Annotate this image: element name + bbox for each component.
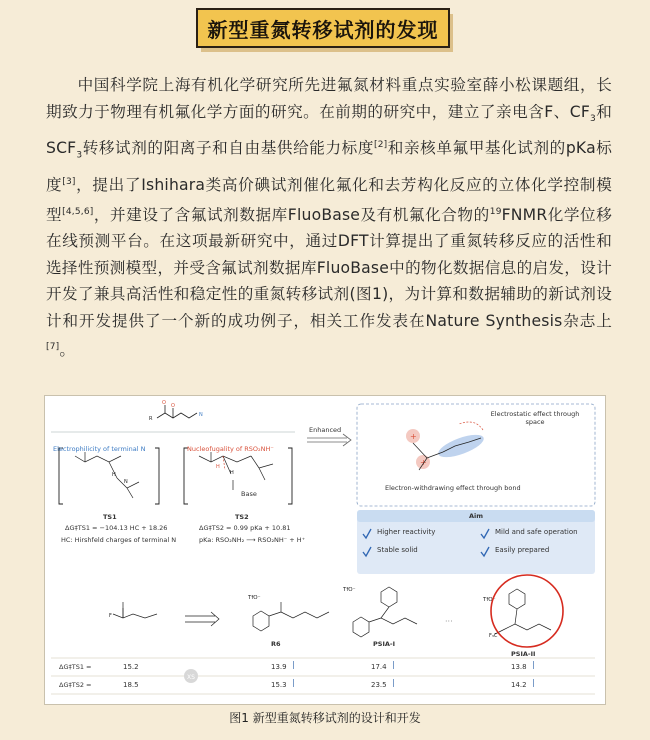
figure-caption: 图1 新型重氮转移试剂的设计和开发	[229, 711, 421, 725]
value-cell: 15.2	[123, 663, 139, 671]
value-cell: 18.5	[123, 681, 139, 689]
section-title	[196, 8, 454, 52]
cf3-label: F₃C	[489, 633, 498, 639]
electrostatic-label: Electrostatic effect through space	[490, 410, 580, 426]
value-cell: 13.9	[271, 663, 287, 671]
text-seg: 转移试剂的阳离子和自由基供给能力标度	[82, 139, 375, 158]
ref-mark: [3]	[62, 176, 76, 187]
ref-mark: [7]	[46, 342, 60, 353]
compound-structures	[113, 587, 551, 637]
ts1-structure	[75, 452, 139, 498]
ts1-equation: ΔG‡TS1 = −104.13 HC + 18.26	[65, 524, 168, 532]
text-seg: 。	[59, 341, 76, 360]
title-text: 新型重氮转移试剂的发现	[196, 8, 450, 48]
value-cell: 13.8	[511, 663, 527, 671]
ts1-label: TS1	[103, 513, 117, 521]
r-label: R	[149, 416, 153, 422]
tfo-label: TfO⁻	[248, 595, 261, 601]
value-cell: 14.2	[511, 681, 527, 689]
plus-sign: +	[420, 458, 427, 467]
superscript: 19	[489, 206, 502, 217]
ewg-label: Electron-withdrawing effect through bond	[385, 484, 521, 492]
row2-label: ΔG‡TS2 =	[59, 681, 92, 689]
text-seg: FNMR化学位移在线预测平台。在这项最新研究中，通过DFT计算提出了重氮转移反应的活性和选择性预测模型，并受含氟试剂数据库FluoBase中的物化数据信息的启发，设计开发了兼具高活性和稳定性的重氮转移试剂(图1)，为计算和数据辅助的新试剂设计和开发提供了一个新的成功例子，相关工作发表在Nature Synthesis杂志上	[46, 205, 612, 330]
highlight-circle	[491, 575, 563, 647]
h-label: H	[230, 470, 234, 476]
text-seg: 中国科学院上海有机化学研究所先进氟氮材料重点实验室薛小松课题组，长期致力于物理有机氟化学方面的研究。在前期的研究中，建立了亲电含F、CF	[46, 76, 612, 121]
value-cell: 23.5	[371, 681, 387, 689]
base-label: Base	[241, 490, 257, 498]
aim-item: Mild and safe operation	[495, 528, 578, 536]
ts2-equation: ΔG‡TS2 = 0.99 pKa + 10.81	[199, 524, 291, 532]
text-seg: 和亲核单氟甲基化试剂的pKa标度	[46, 139, 613, 195]
ref-mark: [2]	[374, 140, 388, 151]
down-arrows	[293, 661, 534, 687]
body-paragraph	[46, 72, 612, 364]
ts-brackets	[59, 448, 292, 504]
oxygen-label: O	[162, 400, 166, 406]
ts2-structure	[199, 452, 273, 490]
oxygen-label: O	[171, 403, 175, 409]
compound-psia-ii: PSIA-II	[511, 650, 536, 658]
ts2-label: TS2	[235, 513, 249, 521]
watermark-text: XS	[187, 674, 195, 681]
value-cell: 15.3	[271, 681, 287, 689]
aim-item: Easily prepared	[495, 546, 550, 554]
text-seg: ，并建设了含氟试剂数据库FluoBase及有机氟化合物的	[93, 205, 490, 224]
plus-sign: +	[410, 432, 417, 441]
ellipsis: ···	[445, 617, 453, 626]
ref-mark: [4,5,6]	[62, 206, 94, 217]
n-label: N	[124, 479, 128, 485]
aim-title: Aim	[469, 512, 484, 520]
compound-r6: R6	[271, 640, 281, 648]
label-nucleofugality: Nucleofugality of RSO₂NH⁻	[187, 445, 274, 453]
value-cell: 17.4	[371, 663, 387, 671]
figure-1	[44, 395, 606, 705]
f-label: F	[109, 613, 112, 619]
hc-note: HC: Hirshfeld charges of terminal N	[61, 536, 177, 544]
aim-item: Higher reactivity	[377, 528, 436, 536]
text-seg: ，提出了Ishihara类高价碘试剂催化氟化和去芳构化反应的立体化学控制模型	[46, 176, 612, 224]
label-electrophilicity: Electrophilicity of terminal N	[53, 445, 146, 453]
subscript: 3	[590, 113, 596, 124]
aim-item: Stable solid	[377, 546, 418, 554]
compound-psia-i: PSIA-I	[373, 640, 396, 648]
h-label: H	[216, 464, 220, 470]
row1-label: ΔG‡TS1 =	[59, 663, 92, 671]
pka-note: pKa: RSO₂NH₂ ⟶ RSO₂NH⁻ + H⁺	[199, 536, 306, 544]
tfo-label: TfO⁻	[483, 597, 496, 603]
enhanced-label: Enhanced	[309, 426, 342, 434]
text-seg: 和SCF	[46, 102, 613, 158]
tfo-label: TfO⁻	[343, 587, 356, 593]
n-label: N	[199, 412, 203, 418]
subscript: 3	[76, 150, 83, 161]
h-label: H	[112, 472, 116, 478]
reagent-structure	[157, 405, 197, 418]
